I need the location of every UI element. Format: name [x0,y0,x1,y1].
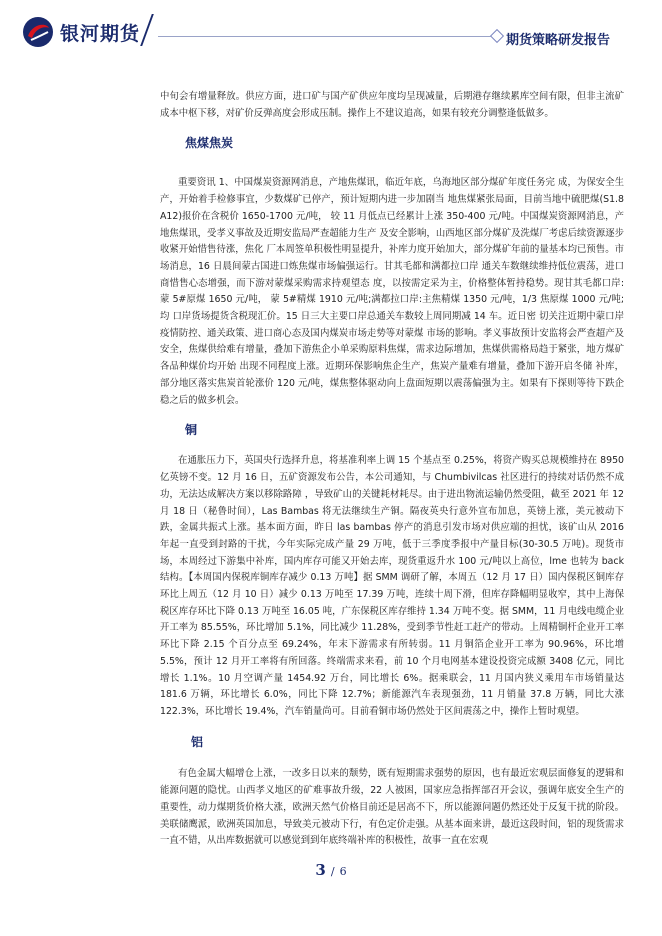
logo [22,16,140,48]
section-title-aluminium: 铝 [191,735,204,749]
page-number [0,860,662,879]
section-title-coking-coal: 焦煤焦炭 [185,136,234,150]
section-text-coking-coal: 重要资讯 1、中国煤炭资源网消息，产地焦煤讯，临近年底，乌海地区部分煤矿年度任务完 成，为保安全生产，开始着手检修事宜，少数煤矿已停产，预计短期内进一步加剧当 地焦煤紧张局面，目前当地中硫肥煤(S1.8 A12)报价在含税价 1650-1700 元/吨， 较 11 月低点已经累计上涨 350-400 元/吨。中国煤炭资源网消息，产地焦煤讯，受孝义事故及近期安监局严查超能力生产 及安全影响，山西地区部分煤矿及洗煤厂考虑后续资源逐步收紧开始惜售待涨，焦化 厂本周签单积极性明显提升，补库力度开始加大，部分煤矿年前的量基本均已预售。市场消息，16 日晨间蒙古国进口炼焦煤市场偏强运行。甘其毛都和满都拉口岸 通关车数继续维持低位震荡，进口商惜售心态增强，而下游对蒙煤采购需求持观望态 度，以按需定采为主，价格整体暂持稳势。现甘其毛都口岸:蒙 5#原煤 1650 元/吨， 蒙 5#精煤 1910 元/吨;满都拉口岸:主焦精煤 1350 元/吨，1/3 焦原煤 1000 元/吨;均 口岸货场提货含税现汇价。15 日三大主要口岸总通关车数较上周同期减 14 车。近日密 切关注近期中蒙口岸疫情防控、通关政策、进口商心态及国内煤炭市场走势等对蒙煤 市场的影响。孝义事故预计安监将会严查超产及安全，焦煤供给难有增量，叠加下游焦企小单采购原料焦煤，需求边际增加，焦煤供需格局趋于紧张，地方煤矿各品种煤价均开始 出现不同程度上涨。近期环保影响焦企生产，焦炭产量难有增量，叠加下游开启冬储 补库，部分地区落实焦炭首轮涨价 120 元/吨，煤焦整体驱动向上盘面短期以震荡偏强为主。如果有下探则等待下跌企稳之后的做多机会。 [160,177,624,406]
report-title: 期货策略研发报告 [506,33,611,48]
galaxy-logo-icon [22,16,54,48]
section-title-copper: 铜 [185,423,198,437]
page-current: 3 [315,861,326,879]
page-separator: / [330,865,335,878]
section-text-aluminium: 有色金属大幅增仓上涨，一改多日以来的颓势，既有短期需求强势的原因，也有最近宏观层面修复的逻辑和能源问题的隐忧。山西孝义地区的矿难事故升级，22 人被困，国家应急指挥部召开会议，强调年底安全生产的重要性，动力煤期货价格大涨，欧洲天然气价格目前还是居高不下，所以能源问题仍然还处于反复干扰的阶段。美联储鹰派，欧洲英国加息，导致美元被动下行，有色定价走强。从基本面来讲，最近这段时间，铝的现货需求一直不错，从出库数据就可以感觉到到年底终端补库的积极性，故事一直在宏观 [160,768,624,847]
page-total: 6 [339,865,347,878]
header-rule [158,36,498,37]
intro-paragraph: 中旬会有增量释放。供应方面，进口矿与国产矿供应年度均呈现减量，后期港存继续累库空间有限，但非主流矿成本中枢下移，对矿价反弹高度会形成压制。操作上不建议追高，如果有较充分调整逢低做多。 [160,91,624,120]
page-header [0,0,662,64]
header-slash [140,14,154,46]
diamond-icon [490,29,504,43]
brand-name: 银河期货 [60,22,141,45]
section-text-copper: 在通胀压力下，英国央行选择升息，将基准利率上调 15 个基点至 0.25%，将资产购买总规模维持在 8950 亿英镑不变。12 月 16 日，五矿资源发布公告，本公司通知，与 Chumbivilcas 社区进行的持续对话仍然不成功，无法达成解决方案以移除路障 ，导致矿山的关键耗材耗尽。由于进出物流运输仍然受阻，截至 2021 年 12 月 18 日（秘鲁时间），Las Bambas 将无法继续生产铜。隔夜英央行意外宣布加息，英镑上涨，美元被动下跌，金属共振式上涨。基本面方面，昨日 las bambas 停产的消息引发市场对供应端的担忧，该矿山从 2016 年起一直受到封路的干扰，今年实际完成产量 29 万吨，低于三季度季报中产量目标(30-30.5 万吨)。现货市场，本周经过下游集中补库，国内库存可能又开始去库，现货重返升水 100 元/吨以上高位，lme 也转为 back 结构。【本周国内保税库铜库存减少 0.13 万吨】据 SMM 调研了解，本周五（12 月 17 日）国内保税区铜库存环比上周五（12 月 10 日）减少 0.13 万吨至 17.39 万吨，连续十周下滑，但库存降幅明显收窄，其中上海保税区库存环比下降 0.13 万吨至 16.05 吨，广东保税区库存维持 1.34 万吨不变。据 SMM，11 月电线电缆企业开工率为 85.55%，环比增加 5.1%，同比减少 11.28%，受到季节性赶工赶产的带动。上周精铜杆企业开工率环比下降 2.15 个百分点至 69.24%，年末下游需求有所转弱。11 月铜箔企业开工率为 90.96%，环比增 5.5%，预计 12 月开工率将有所回落。终端需求来看，前 10 个月电网基本建设投资完成额 3408 亿元，同比增长 1.1%。10 月空调产量 1454.92 万台，同比增长 6%。据乘联会，11 月国内狭义乘用车市场销量达 181.6 万辆，环比增长 6.0%，同比下降 12.7%；新能源汽车表现强劲，11 月销量 37.8 万辆，同比大涨 122.3%，环比增长 19.4%，汽车销量尚可。目前看铜市场仍然处于区间震荡之中，操作上暂时观望。 [160,455,624,717]
